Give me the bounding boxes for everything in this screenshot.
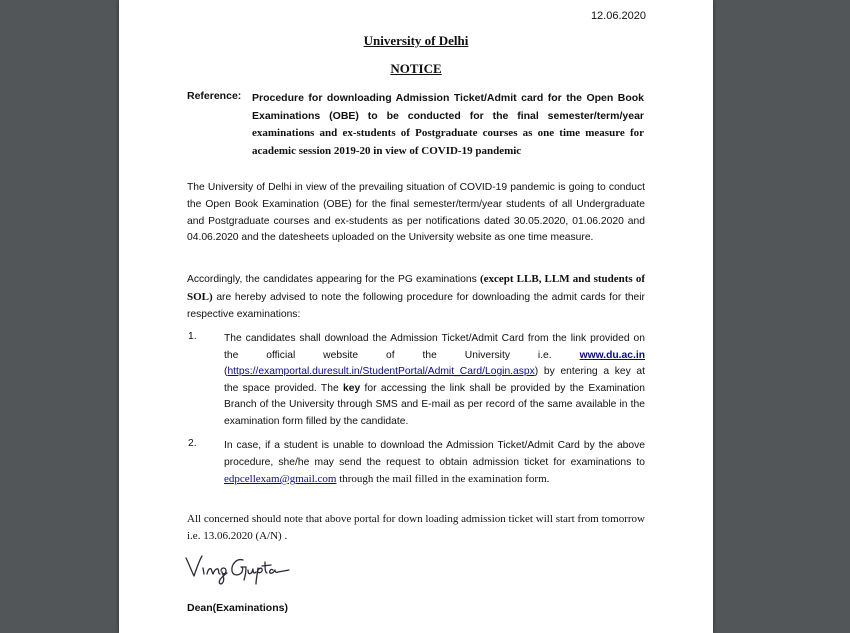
list-item-number-1: 1. <box>188 331 197 342</box>
paragraph-concerned: All concerned should note that above portal for down loading admission ticket will start from tomorrow i.e. 13.06.2020 (A/N) . <box>187 513 645 542</box>
paragraph-accordingly <box>187 271 645 323</box>
paragraph-intro: The University of Delhi in view of the prevailing situation of COVID-19 pandemic is going to conduct the Open Book Examination (OBE) for the final semester/term/year students of all Undergraduate and Postgraduate courses and ex-students as per notifications dated 30.05.2020, 01.06.2020 and 04.06.2020 and the datesheets uploaded on the University website as one time measure. <box>187 182 645 244</box>
paragraph-accordingly-exception: (except LLB, LLM and students of SOL) <box>187 273 645 303</box>
exam-portal-link[interactable]: https://examportal.duresult.in/StudentPortal/Admit_Card/Login.aspx <box>227 366 535 378</box>
du-website-link[interactable]: www.du.ac.in <box>579 349 645 361</box>
paragraph-accordingly-start: Accordingly, the candidates appearing for the PG examinations <box>187 274 480 285</box>
list-item-1-paren: ( <box>224 366 228 378</box>
signature-image <box>183 552 293 586</box>
reference-text <box>252 90 644 160</box>
notice-heading: NOTICE <box>390 61 442 76</box>
key-word: key <box>343 382 361 394</box>
list-item-2 <box>224 438 645 489</box>
list-item-2-text-end: through the mail filled in the examination form. <box>336 473 550 486</box>
dean-designation: Dean(Examinations) <box>187 602 288 614</box>
paragraph-accordingly-end: are hereby advised to note the following procedure for downloading the admit cards for their respective examinations: <box>187 291 645 320</box>
list-item-2-text: In case, if a student is unable to download the Admission Ticket/Admit Card by the above procedure, she/he may send the request to obtain admission ticket for examinations to <box>224 440 645 468</box>
reference-label: Reference: <box>187 90 242 102</box>
university-title: University of Delhi <box>363 33 469 48</box>
list-item-1 <box>224 331 645 431</box>
email-link[interactable]: edpcellexam@gmail.com <box>224 473 337 486</box>
list-item-1-text-cont: ) by entering a key at the space provided. The <box>224 366 645 394</box>
list-item-1-text: The candidates shall download the Admission Ticket/Admit Card from the link provided on the official website of the University i.e. <box>224 333 645 361</box>
reference-text-part2: examinations and ex-students of Postgraduate courses as one time measure for academic session 2019-20 in view of COVID-19 pandemic <box>252 127 644 157</box>
notice-date: 12.06.2020 <box>590 10 646 22</box>
reference-text-part1: Procedure for downloading Admission Ticket/Admit card for the Open Book Examinations (OBE) to be conducted for the final semester/term/year <box>252 92 644 122</box>
list-item-1-text-end: for accessing the link shall be provided by the Examination Branch of the University through SMS and E-mail as per record of the same available in the examination form filled by the candidate. <box>224 382 645 427</box>
document-page <box>119 0 713 633</box>
list-item-number-2: 2. <box>188 438 197 449</box>
